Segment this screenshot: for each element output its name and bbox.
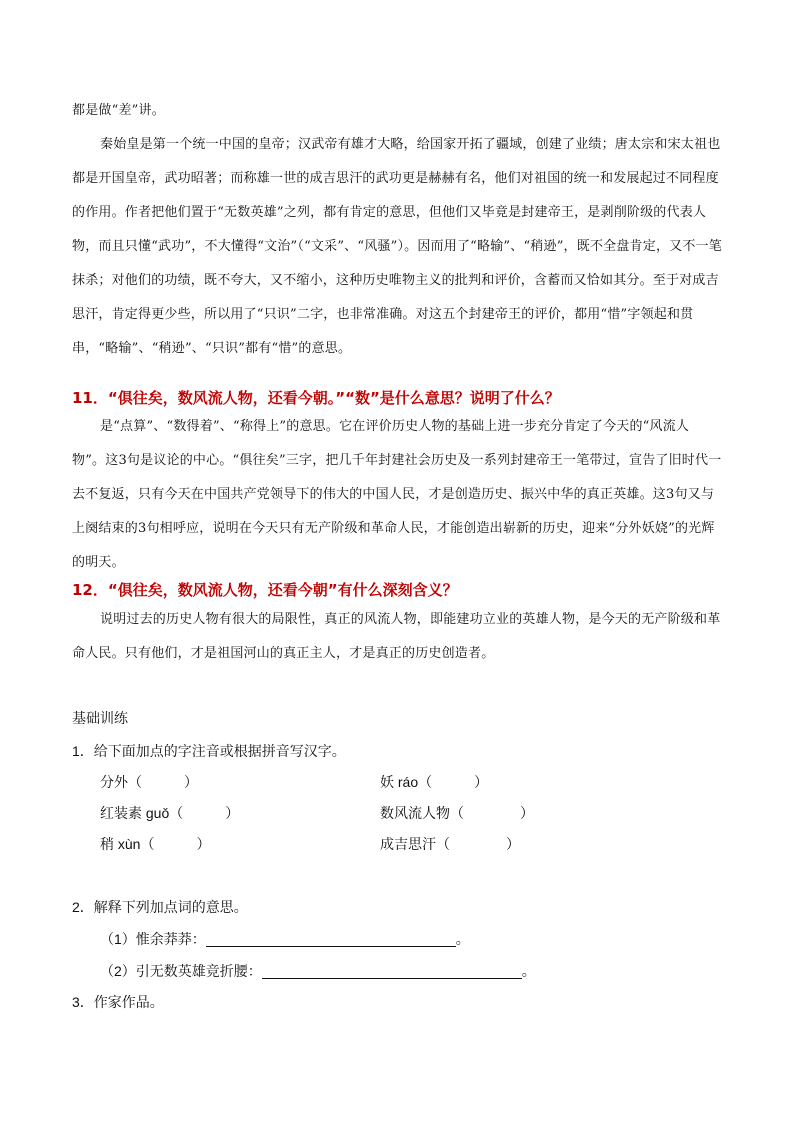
- exercise-2-item-2-text: （2）引无数英雄竞折腰：: [100, 963, 262, 979]
- period: 。: [521, 963, 536, 979]
- exercise-2-item-1-text: （1）惟余莽莽：: [100, 931, 206, 947]
- answer-blank[interactable]: [262, 964, 522, 979]
- exercise-1-item: 妖 ráo（ ）: [380, 774, 489, 790]
- exercise-1-item: 稍 xùn（ ）: [100, 836, 211, 852]
- question-11-heading: 11．“俱往矣，数风流人物，还看今朝。”“数”是什么意思？说明了什么？: [72, 389, 560, 407]
- exercise-1-label: 1．给下面加点的字注音或根据拼音写汉字。: [72, 743, 346, 759]
- question-12-heading: 12．“俱往矣，数风流人物，还看今朝”有什么深刻含义？: [72, 581, 458, 599]
- continuation-line: 都是做“差”讲。: [72, 103, 165, 118]
- section-title: 基础训练: [72, 710, 128, 726]
- exercise-1-item: 红装素 guǒ（ ）: [100, 805, 240, 821]
- period: 。: [455, 931, 470, 947]
- question-11-answer: 是“点算”、“数得着”、“称得上”的意思。它在评价历史人物的基础上进一步充分肯定了今天的“风流人物”。这3句是议论的中心。“俱往矣”三字，把几千年封建社会历史及一系列封建帝王一笔带过，宣告了旧时代一去不复返，只有今天在中国共产党领导下的伟大的中国人民，才是创造历史、振兴中华的真正英雄。这3句又与上阕结束的3句相呼应，说明在今天只有无产阶级和革命人民，才能创造出崭新的历史，迎来“分外妖娆”的光辉的明天。: [72, 419, 722, 570]
- exercise-3-label: 3．作家作品。: [72, 994, 164, 1010]
- exercise-2-item-1: [100, 928, 470, 950]
- question-12-answer: 说明过去的历史人物有很大的局限性，真正的风流人物，即能建功立业的英雄人物，是今天的无产阶级和革命人民。只有他们，才是祖国河山的真正主人，才是真正的历史创造者。: [72, 612, 721, 661]
- answer-blank[interactable]: [206, 932, 456, 947]
- exercise-1-item: 分外（ ）: [100, 774, 198, 790]
- exercise-1-item: 数风流人物（ ）: [380, 805, 534, 821]
- commentary-paragraph: 秦始皇是第一个统一中国的皇帝；汉武帝有雄才大略，给国家开拓了疆域，创建了业绩；唐太宗和宋太祖也都是开国皇帝，武功昭著；而称雄一世的成吉思汗的武功更是赫赫有名，他们对祖国的统一和发展起过不同程度的作用。作者把他们置于“无数英雄”之列，都有肯定的意思，但他们又毕竟是封建帝王，是剥削阶级的代表人物，而且只懂“武功”，不大懂得“文治”（“文采”、“风骚”）。因而用了“略输”、“稍逊”，既不全盘肯定，又不一笔抹杀；对他们的功绩，既不夸大，又不缩小，这种历史唯物主义的批判和评价，含蓄而又恰如其分。至于对成吉思汗，肯定得更少些，所以用了“只识”二字，也非常准确。对这五个封建帝王的评价，都用“惜”字领起和贯串，“略输”、“稍逊”、“只识”都有“惜”的意思。: [72, 137, 722, 356]
- exercise-1-item: 成吉思汗（ ）: [380, 836, 520, 852]
- exercise-2-item-2: [100, 960, 536, 982]
- exercise-2-label: 2．解释下列加点词的意思。: [72, 899, 248, 915]
